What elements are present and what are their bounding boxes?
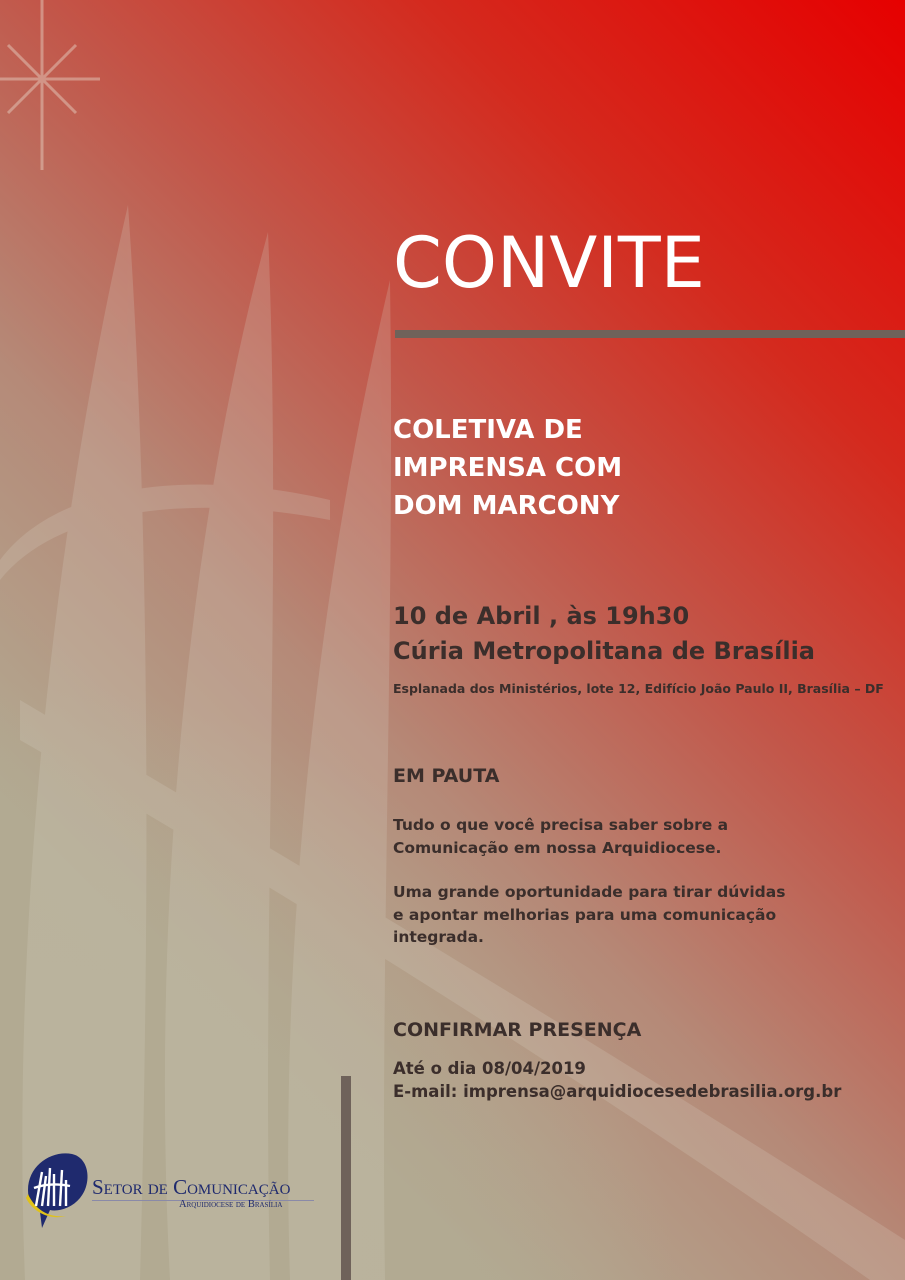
setor-comunicacao-logo-icon <box>22 1150 92 1230</box>
event-address: Esplanada dos Ministérios, lote 12, Edifício João Paulo II, Brasília – DF <box>393 681 884 696</box>
star-icon <box>0 0 100 170</box>
event-headline <box>393 411 893 525</box>
agenda-heading: EM PAUTA <box>393 765 500 787</box>
headline-line: IMPRENSA COM <box>393 453 623 483</box>
agenda-paragraph-2 <box>393 881 785 949</box>
vertical-divider <box>341 1076 351 1280</box>
rsvp-heading: CONFIRMAR PRESENÇA <box>393 1019 642 1041</box>
agenda-line: Tudo o que você precisa saber sobre a <box>393 816 729 834</box>
event-venue: Cúria Metropolitana de Brasília <box>393 637 815 665</box>
rsvp-email[interactable]: E-mail: imprensa@arquidiocesedebrasilia.org.br <box>393 1082 842 1101</box>
headline-line: COLETIVA DE <box>393 415 583 445</box>
event-date-time: 10 de Abril , às 19h30 <box>393 602 690 630</box>
title-divider <box>395 330 905 338</box>
agenda-line: integrada. <box>393 928 484 946</box>
invitation-title: CONVITE <box>393 222 705 304</box>
agenda-line: Uma grande oportunidade para tirar dúvidas <box>393 883 786 901</box>
agenda-line: Comunicação em nossa Arquidiocese. <box>393 838 722 857</box>
agenda-paragraph-1 <box>393 814 728 859</box>
agenda-line: e apontar melhorias para uma comunicação <box>393 905 777 924</box>
logo-title: Setor de Comunicação <box>92 1175 291 1199</box>
headline-line: DOM MARCONY <box>393 491 620 521</box>
rsvp-deadline: Até o dia 08/04/2019 <box>393 1059 586 1078</box>
logo-subtitle: Arquidiocese de Brasília <box>179 1199 283 1210</box>
